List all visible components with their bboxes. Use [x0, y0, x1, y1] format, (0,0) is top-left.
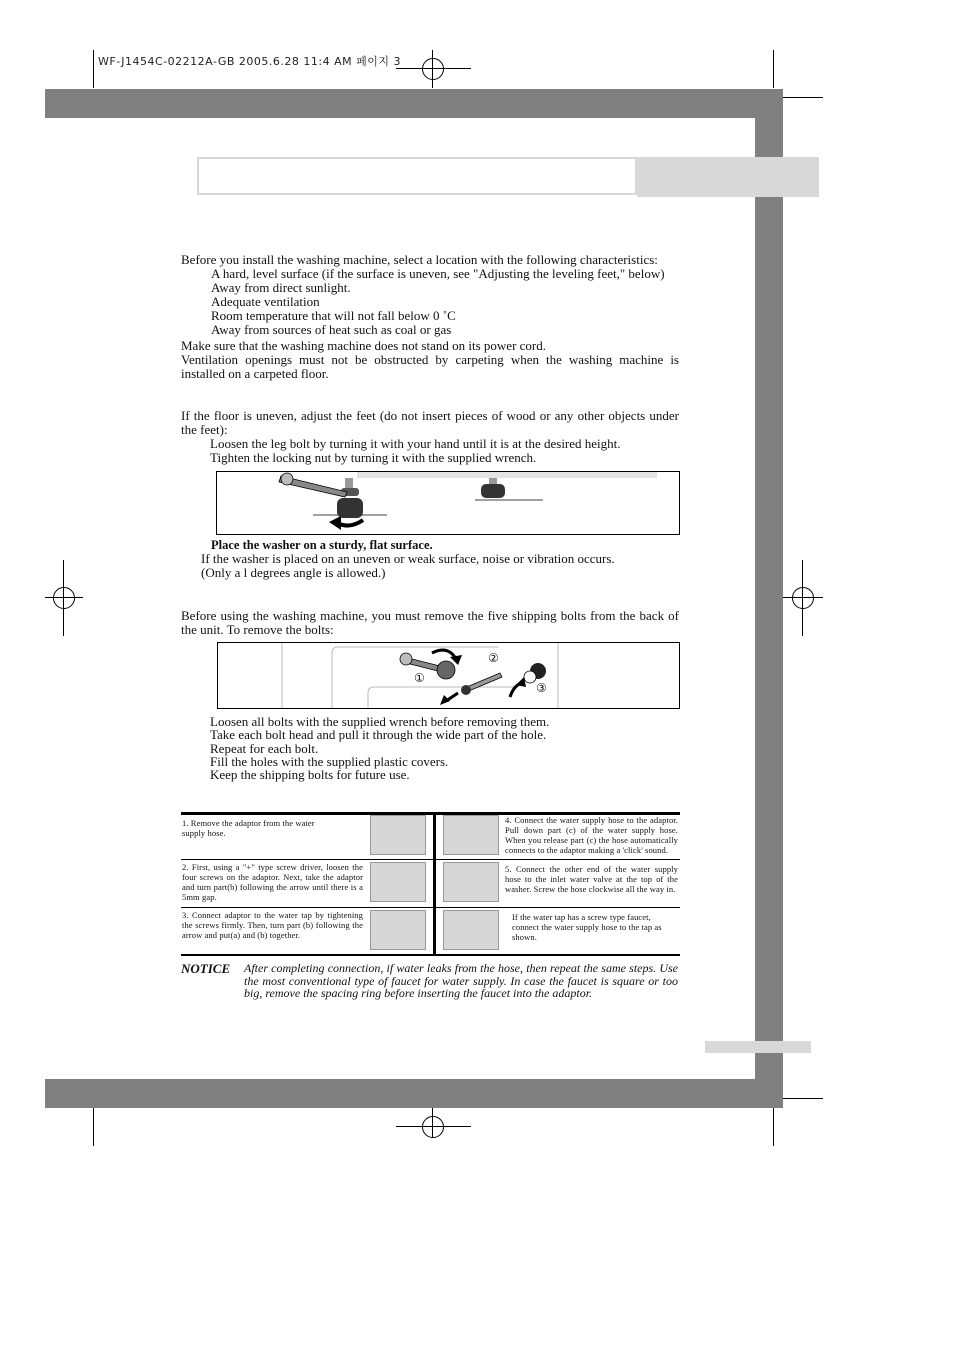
leveling-illustration	[217, 472, 679, 534]
water-hose-table	[181, 812, 680, 956]
notice-label: NOTICE	[181, 961, 231, 976]
adaptor-removal-image	[370, 815, 426, 855]
leveling-feet-figure	[216, 471, 680, 535]
step-marker: ②	[488, 651, 499, 665]
table-cell: 1. Remove the adaptor from the water supply hose.	[182, 818, 315, 838]
bottom-bar	[45, 1079, 783, 1108]
shipping-bolts-illustration	[218, 643, 679, 708]
leveling-step: Tighten the locking nut by turning it with the supplied wrench.	[210, 450, 537, 465]
section-title-tab	[637, 157, 819, 197]
shipping-step: Keep the shipping bolts for future use.	[210, 767, 410, 782]
location-item: Away from sources of heat such as coal or gas	[211, 322, 452, 337]
crop-mark	[783, 97, 823, 98]
ventilation-note: Ventilation openings must not be obstructed by carpeting when the washing machine is installed on a carpeted floor.	[181, 352, 679, 381]
shipping-intro: Before using the washing machine, you must remove the five shipping bolts from the back of the unit. To remove the bolts:	[181, 608, 679, 637]
crop-mark	[93, 1108, 94, 1146]
leveling-step: Loosen the leg bolt by turning it with your hand until it is at the desired height.	[210, 436, 621, 451]
leveling-intro: If the floor is uneven, adjust the feet (do not insert pieces of wood or any other objects under the feet):	[181, 408, 679, 437]
location-item: Adequate ventilation	[211, 294, 320, 309]
table-rule	[181, 859, 680, 860]
crop-mark	[773, 1108, 774, 1146]
table-cell: 4. Connect the water supply hose to the adaptor. Pull down part (c) of the water supply hose. When you release part (c) the hose automatically connects to the adaptor making a 'click' sound.	[505, 815, 678, 855]
registration-line	[45, 597, 83, 598]
table-rule	[181, 954, 680, 956]
registration-mark	[53, 587, 75, 609]
registration-line	[396, 68, 471, 69]
crop-mark	[93, 50, 94, 88]
section-title-box	[197, 157, 637, 195]
leveling-caption-line: (Only a l degrees angle is allowed.)	[201, 565, 386, 580]
table-divider	[433, 812, 436, 956]
shipping-bolts-figure	[217, 642, 680, 709]
power-cord-note: Make sure that the washing machine does not stand on its power cord.	[181, 338, 546, 353]
notice-text: After completing connection, if water leaks from the hose, then repeat the same steps. Use the most conventional type of faucet for water supply. In case the faucet is square or too big, remove the spacing ring before inserting the faucet into the adaptor.	[244, 961, 678, 1000]
registration-mark	[792, 587, 814, 609]
step-marker: ①	[414, 671, 425, 685]
registration-line	[802, 560, 803, 636]
shipping-step: Loosen all bolts with the supplied wrench before removing them.	[210, 714, 550, 729]
print-header: WF-J1454C-02212A-GB 2005.6.28 11:4 AM 페이지 3	[98, 55, 401, 68]
location-intro: Before you install the washing machine, select a location with the following characteristics:	[181, 252, 658, 267]
screw-faucet-image	[443, 910, 499, 950]
hose-connect-image	[443, 815, 499, 855]
shipping-step: Fill the holes with the supplied plastic covers.	[210, 754, 449, 769]
table-rule	[181, 907, 680, 908]
crop-mark	[783, 1098, 823, 1099]
page-number-tab	[705, 1041, 811, 1053]
registration-line	[432, 50, 433, 88]
registration-line	[63, 560, 64, 636]
step-marker: ③	[536, 681, 547, 695]
table-cell: 3. Connect adaptor to the water tap by tightening the screws firmly. Then, turn part (b) following the arrow and put(a) and (b) together.	[182, 910, 363, 940]
location-item: A hard, level surface (if the surface is uneven, see "Adjusting the leveling feet," below)	[211, 266, 665, 281]
top-bar	[45, 89, 783, 118]
side-bar	[755, 89, 783, 1108]
registration-mark	[422, 58, 444, 80]
location-item: Room temperature that will not fall below 0 ˚C	[211, 308, 456, 323]
table-cell: 5. Connect the other end of the water supply hose to the inlet water valve at the top of the washer. Screw the hose clockwise all the way in.	[505, 864, 678, 894]
table-cell: If the water tap has a screw type faucet, connect the water supply hose to the tap as shown.	[512, 912, 662, 942]
registration-line	[396, 1126, 471, 1127]
adaptor-screws-image	[370, 862, 426, 902]
registration-line	[432, 1108, 433, 1138]
registration-line	[783, 597, 823, 598]
registration-mark	[422, 1116, 444, 1138]
table-cell: 2. First, using a "+" type screw driver, loosen the four screws on the adaptor. Next, take the adaptor and turn part(b) following the arrow until there is a 5mm gap.	[182, 862, 363, 902]
shipping-step: Repeat for each bolt.	[210, 741, 319, 756]
shipping-step: Take each bolt head and pull it through the wide part of the hole.	[210, 727, 547, 742]
leveling-caption-bold: Place the washer on a sturdy, flat surface.	[211, 538, 433, 552]
inlet-valve-image	[443, 862, 499, 902]
water-tap-image	[370, 910, 426, 950]
location-item: Away from direct sunlight.	[211, 280, 351, 295]
crop-mark	[773, 50, 774, 88]
leveling-caption-line: If the washer is placed on an uneven or weak surface, noise or vibration occurs.	[201, 551, 615, 566]
